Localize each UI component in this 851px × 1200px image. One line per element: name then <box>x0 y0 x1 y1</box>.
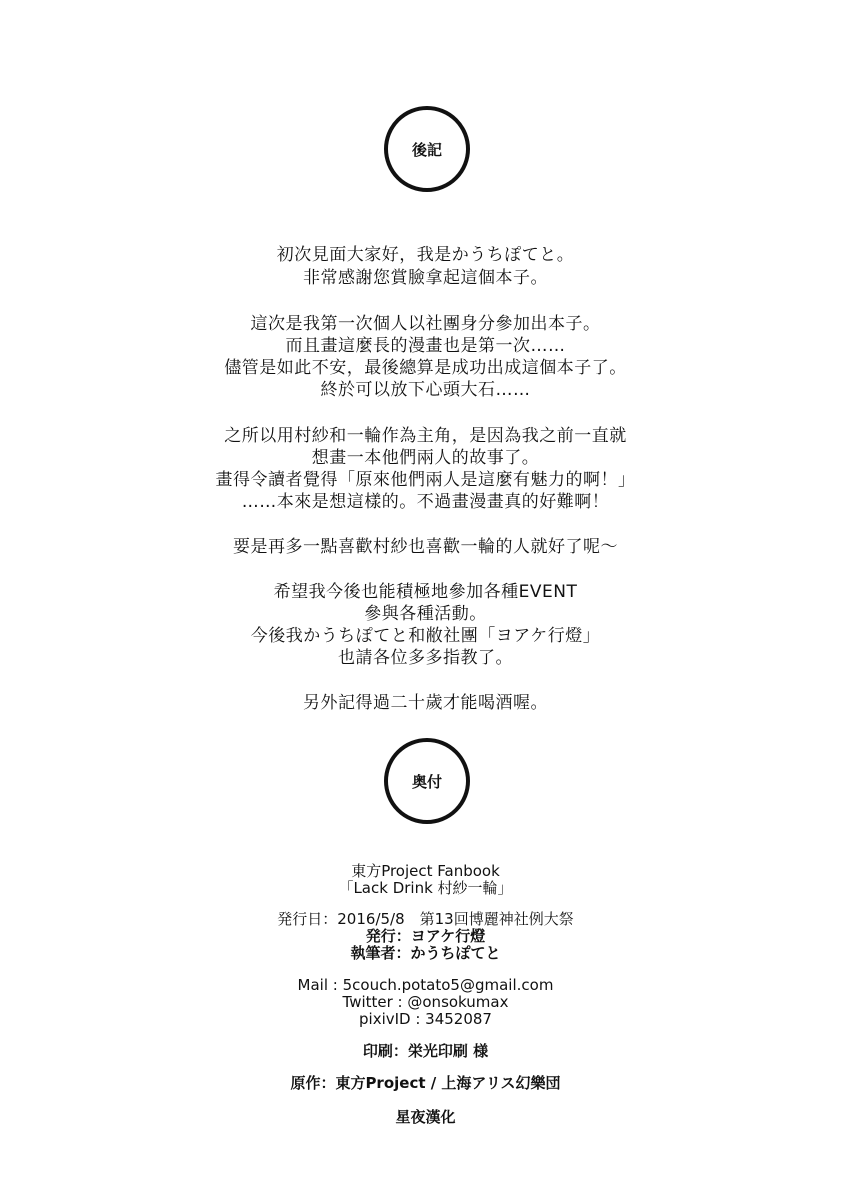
afterword-line: 參與各種活動。 <box>364 604 487 624</box>
afterword-line: 儘管是如此不安，最後總算是成功出成這個本子了。 <box>224 358 627 378</box>
afterword-line: 今後我かうちぽてと和敝社團「ヨアケ行燈」 <box>250 626 601 646</box>
afterword-line: 要是再多一點喜歡村紗也喜歡一輪的人就好了呢～ <box>233 537 618 557</box>
colophon-original: 原作：東方Project / 上海アリス幻樂団 <box>290 1074 561 1092</box>
afterword-line: 希望我今後也能積極地參加各種EVENT <box>273 582 578 602</box>
colophon-release: 発行日：2016/5/8 第13回博麗神社例大祭 <box>277 910 574 928</box>
colophon-heading-circle <box>384 738 470 824</box>
afterword-line: 想畫一本他們兩人的故事了。 <box>311 448 540 468</box>
afterword-line: 之所以用村紗和一輪作為主角，是因為我之前一直就 <box>224 426 627 446</box>
afterword-line: 這次是我第一次個人以社團身分參加出本子。 <box>250 314 601 334</box>
afterword-line: 終於可以放下心頭大石…… <box>320 380 531 400</box>
colophon-author: 執筆者：かうちぽてと <box>350 944 501 962</box>
afterword-line: 而且畫這麼長的漫畫也是第一次…… <box>285 336 566 356</box>
colophon-heading: 奥付 <box>411 772 442 791</box>
afterword-line: 也請各位多多指教了。 <box>338 648 513 668</box>
translator-credit: 星夜漢化 <box>395 1108 456 1126</box>
colophon-pixiv: pixivID : 3452087 <box>359 1010 492 1028</box>
afterword-line: 非常感謝您賞臉拿起這個本子。 <box>303 268 548 288</box>
colophon-twitter: Twitter : @onsokumax <box>342 993 509 1011</box>
afterword-line: 初次見面大家好，我是かうちぽてと。 <box>276 245 575 265</box>
afterword-line: ……本來是想這樣的。不過畫漫畫真的好難啊！ <box>241 492 610 512</box>
colophon-mail: Mail : 5couch.potato5@gmail.com <box>297 976 554 994</box>
afterword-line: 另外記得過二十歲才能喝酒喔。 <box>303 693 548 713</box>
colophon-series: 東方Project Fanbook <box>351 862 500 880</box>
afterword-heading: 後記 <box>411 140 442 159</box>
colophon-printer: 印刷：栄光印刷 様 <box>362 1042 489 1060</box>
colophon-publisher: 発行：ヨアケ行燈 <box>365 927 486 945</box>
colophon-title: 「Lack Drink 村紗一輪」 <box>338 879 513 897</box>
afterword-line: 畫得令讀者覺得「原來他們兩人是這麼有魅力的啊！」 <box>215 470 636 490</box>
afterword-heading-circle <box>384 106 470 192</box>
